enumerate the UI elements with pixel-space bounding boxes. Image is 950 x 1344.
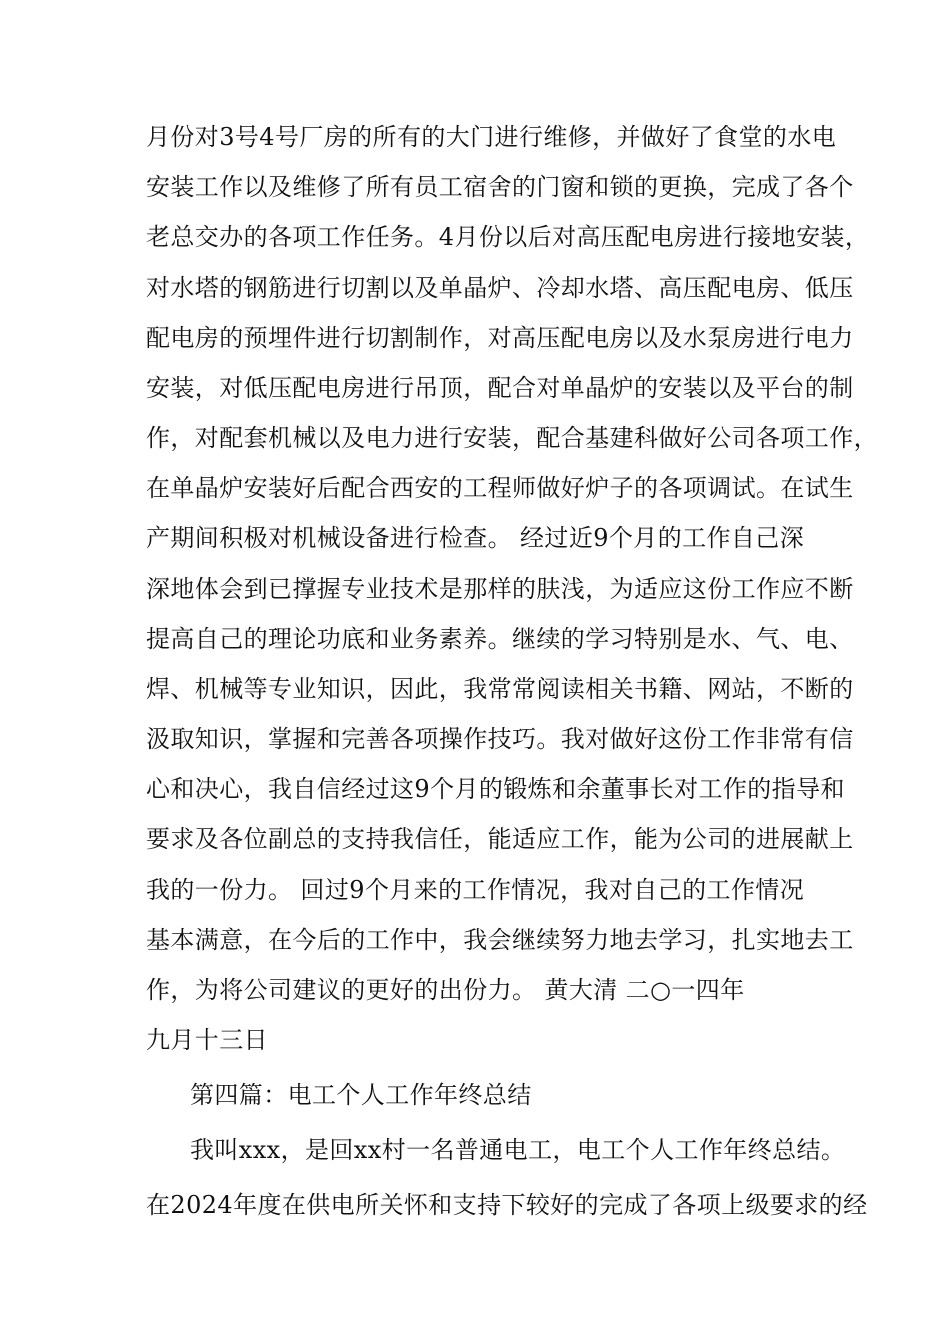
body-line: 心和决心，我自信经过这9个月的锻炼和余董事长对工作的指导和 <box>146 775 845 803</box>
body-line: 在2024年度在供电所关怀和支持下较好的完成了各项上级要求的经 <box>146 1191 868 1219</box>
body-line: 汲取知识，掌握和完善各项操作技巧。我对做好这份工作非常有信 <box>146 725 854 753</box>
section-heading: 第四篇：电工个人工作年终总结 <box>190 1081 532 1109</box>
body-line: 作，为将公司建议的更好的出份力。 黄大清 二○一四年 <box>146 976 745 1004</box>
body-line: 安装工作以及维修了所有员工宿舍的门窗和锁的更换，完成了各个 <box>146 173 854 201</box>
body-line: 焊、机械等专业知识，因此，我常常阅读相关书籍、网站，不断的 <box>146 675 854 703</box>
body-line: 九月十三日 <box>146 1026 268 1054</box>
body-line: 月份对3号4号厂房的所有的大门进行维修，并做好了食堂的水电 <box>146 123 837 151</box>
body-line: 在单晶炉安装好后配合西安的工程师做好炉子的各项调试。在试生 <box>146 474 854 502</box>
body-line: 作，对配套机械以及电力进行安装，配合基建科做好公司各项工作， <box>146 424 878 452</box>
body-line: 要求及各位副总的支持我信任，能适应工作，能为公司的进展献上 <box>146 825 854 853</box>
body-line: 我的一份力。 回过9个月来的工作情况，我对自己的工作情况 <box>146 876 805 904</box>
body-line: 基本满意，在今后的工作中，我会继续努力地去学习，扎实地去工 <box>146 926 854 954</box>
body-line: 老总交办的各项工作任务。4月份以后对高压配电房进行接地安装， <box>146 223 870 251</box>
body-line: 深地体会到已撑握专业技术是那样的肤浅，为适应这份工作应不断 <box>146 575 854 603</box>
body-line: 安装，对低压配电房进行吊顶，配合对单晶炉的安装以及平台的制 <box>146 374 854 402</box>
body-line: 配电房的预埋件进行切割制作，对高压配电房以及水泵房进行电力 <box>146 324 854 352</box>
body-line: 对水塔的钢筋进行切割以及单晶炉、冷却水塔、高压配电房、低压 <box>146 274 854 302</box>
body-line: 我叫xxx，是回xx村一名普通电工，电工个人工作年终总结。 <box>190 1136 846 1164</box>
body-line: 提高自己的理论功底和业务素养。继续的学习特别是水、气、电、 <box>146 625 854 653</box>
body-line: 产期间积极对机械设备进行检查。 经过近9个月的工作自己深 <box>146 524 805 552</box>
